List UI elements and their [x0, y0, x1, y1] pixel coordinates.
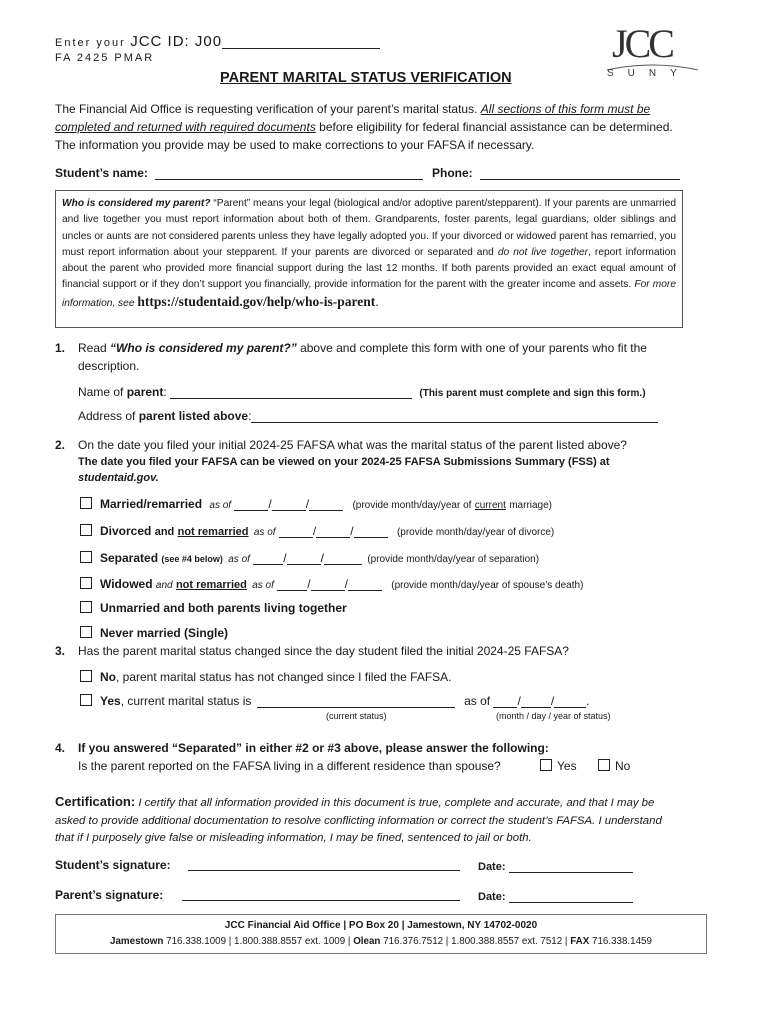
student-date-input[interactable] — [509, 860, 633, 873]
divorced-year[interactable] — [354, 525, 388, 538]
q3-no-checkbox[interactable] — [80, 670, 92, 682]
footer-box — [55, 914, 707, 954]
option-divorced: Divorced and not remarried as of / / (provide month/day/year of divorce) — [80, 524, 554, 538]
q4-no-checkbox[interactable] — [598, 759, 610, 771]
who-more-info: For more information, see — [62, 279, 676, 309]
certification-paragraph — [55, 793, 683, 848]
intro-paragraph — [55, 100, 680, 154]
widowed-month[interactable] — [277, 578, 307, 591]
status-date-caption: (month / day / year of status) — [496, 711, 611, 721]
separated-checkbox[interactable] — [80, 551, 92, 563]
parent-address-row: Address of parent listed above: — [78, 409, 658, 423]
sign-note: (This parent must complete and sign this form.) — [419, 388, 646, 399]
q3-yes-checkbox[interactable] — [80, 694, 92, 706]
certification-text: I certify that all information provided in this document is true, complete and accurate, and that I may be asked to provide additional documentation to resolve conflicting information or correct the student’s FAFSA. I understand that if I purposely give false or misleading information, I may be fined, sentenced to jail or both. — [55, 797, 662, 844]
q4-text: Is the parent reported on the FAFSA living in a different residence than spouse? — [78, 759, 501, 773]
q3-number: 3. — [55, 644, 66, 658]
q3-yes-option: Yes, current marital status is as of / / . — [80, 694, 590, 708]
footer-address: JCC Financial Aid Office | PO Box 20 | Jamestown, NY 14702-0020 — [224, 920, 538, 931]
jcc-suny-logo — [605, 20, 700, 82]
q4-yes-checkbox[interactable] — [540, 759, 552, 771]
separated-label: Separated — [100, 551, 159, 565]
parent-name-input[interactable] — [170, 386, 412, 399]
student-signature-input[interactable] — [188, 858, 460, 871]
q1-read: Read — [78, 341, 107, 355]
q1-number: 1. — [55, 341, 66, 355]
intro-part1: The Financial Aid Office is requesting verification of your parent’s marital status. — [55, 102, 478, 116]
page-title: PARENT MARITAL STATUS VERIFICATION — [220, 70, 512, 86]
who-text1: “Parent” means your legal (biological and/or adoptive parent/stepparent). If your parents are unmarried and live together you must report information about both of them. Grandparents, foster parents, legal guardians, older siblings and uncles or aunts are not considered parents unless they have legally adopted you. If your divorced or widowed parent has remarried, you must report information about your stepparent. If your parents are divorced or separated and — [62, 198, 676, 258]
student-name-input[interactable] — [155, 167, 423, 180]
widowed-checkbox[interactable] — [80, 577, 92, 589]
unmarried-checkbox[interactable] — [80, 601, 92, 613]
q2-bold-note2: studentaid.gov. — [78, 472, 159, 484]
q1-rest2: description. — [78, 359, 140, 373]
option-separated: Separated (see #4 below) as of / / (provide month/day/year of separation) — [80, 551, 539, 565]
never-married-checkbox[interactable] — [80, 626, 92, 638]
parent-address-input[interactable] — [251, 410, 658, 423]
married-month[interactable] — [234, 498, 268, 511]
married-label: Married/remarried — [100, 497, 203, 511]
never-married-label: Never married (Single) — [100, 626, 229, 640]
phone-row — [432, 166, 680, 180]
q3-no-option: No, parent marital status has not changed since I filed the FAFSA. — [80, 670, 452, 684]
widowed-label: Widowed — [100, 577, 153, 591]
married-checkbox[interactable] — [80, 497, 92, 509]
certification-label: Certification: — [55, 794, 136, 809]
phone-input[interactable] — [480, 167, 680, 180]
option-never-married — [80, 626, 228, 640]
current-status-input[interactable] — [257, 695, 455, 708]
divorced-month[interactable] — [279, 525, 313, 538]
status-day[interactable] — [521, 695, 551, 708]
logo-sub-text: SUNY — [607, 68, 691, 79]
q2-bold-note: The date you filed your FAFSA can be viewed on your 2024-25 FAFSA Submissions Summary (FSS) at — [78, 456, 610, 468]
q3-text: Has the parent marital status changed since the day student filed the initial 2024-25 FAFSA? — [78, 644, 569, 658]
divorced-label: Divorced — [100, 524, 152, 538]
who-question: Who is considered my parent? — [62, 198, 211, 209]
student-name-label: Student’s name: — [55, 166, 148, 180]
logo-main-text: JCC — [612, 21, 672, 66]
divorced-checkbox[interactable] — [80, 524, 92, 536]
separated-year[interactable] — [324, 552, 362, 565]
parent-listed-label: parent listed above — [138, 409, 249, 423]
studentaid-link[interactable]: https://studentaid.gov/help/who-is-parent — [137, 293, 376, 309]
status-year[interactable] — [554, 695, 586, 708]
q4-no-option: No — [598, 759, 630, 773]
q4-yes-option: Yes — [540, 759, 577, 773]
q4-bold: If you answered “Separated” in either #2 or #3 above, please answer the following: — [78, 741, 549, 755]
q1-text — [78, 341, 647, 355]
separated-month[interactable] — [253, 552, 283, 565]
who-is-parent-box — [55, 190, 683, 328]
who-text-emphasis: do not live together — [497, 246, 589, 258]
option-widowed: Widowed and not remarried as of / / (provide month/day/year of spouse’s death) — [80, 577, 583, 591]
student-date-row: Date: — [478, 860, 633, 873]
status-month[interactable] — [493, 695, 517, 708]
parent-word: parent — [126, 385, 164, 399]
parent-date-row: Date: — [478, 890, 633, 903]
married-year[interactable] — [309, 498, 343, 511]
parent-name-row: Name of parent: (This parent must complete and sign this form.) — [78, 385, 646, 399]
phone-label: Phone: — [432, 166, 473, 180]
q1-rest: above and complete this form with one of your parents who fit the — [300, 341, 647, 355]
intro-emphasis: All sections of this form must be completed and returned with required documents — [55, 102, 651, 134]
who-text2: , report information about the parent who provided more financial support during the last 12 months. If both parents provided an exact equal amount of financial support or if they don’t support you financially, provide information for the parent with the greater income and assets. — [62, 246, 676, 291]
parent-signature-input[interactable] — [182, 888, 460, 901]
intro-part3: before eligibility for federal financial assistance can be determined. The information you provide may be used to make corrections to your FAFSA if necessary. — [55, 120, 673, 152]
q1-emph: “Who is considered my parent?” — [110, 341, 297, 355]
who-is-parent-text: Who is considered my parent? “Parent” means your legal (biological and/or adoptive parent/stepparent). If your parents are unmarried and live together you must report information about both of them. Grandparents, foster parents, legal guardians, older siblings and uncles or aunts are not considered parents unless they have legally adopted you. If your divorced or widowed parent has remarried, you must report information about your stepparent. If your parents are divorced or separated and do not live together, report information about the parent who provided more financial support during the last 12 months. If both parents provided an exact equal amount of financial support or if they don’t support you financially, provide information for the parent with the greater income and assets. For more information, see https://studentaid.gov/help/who-is-parent. — [62, 198, 676, 309]
q2-text: On the date you filed your initial 2024-25 FAFSA what was the marital status of the parent listed above? — [78, 438, 627, 452]
form-code: FA 2425 PMAR — [55, 52, 155, 64]
student-signature-label: Student’s signature: — [55, 858, 171, 872]
divorced-day[interactable] — [316, 525, 350, 538]
name-of-label: Name of — [78, 385, 124, 399]
married-day[interactable] — [272, 498, 306, 511]
student-name-row — [55, 166, 423, 180]
widowed-year[interactable] — [348, 578, 382, 591]
enter-id-label: Enter your — [55, 37, 126, 49]
widowed-day[interactable] — [311, 578, 345, 591]
footer-phones: Jamestown 716.338.1009 | 1.800.388.8557 ext. 1009 | Olean 716.376.7512 | 1.800.388.8557 ext. 7512 | FAX 716.338.1459 — [110, 936, 652, 947]
separated-day[interactable] — [287, 552, 321, 565]
parent-date-input[interactable] — [509, 890, 633, 903]
jcc-id-label: JCC ID: J00 — [130, 33, 223, 50]
jcc-id-input[interactable] — [222, 36, 380, 49]
address-of-label: Address of — [78, 409, 136, 423]
q4-number: 4. — [55, 741, 66, 755]
option-unmarried — [80, 601, 347, 615]
current-status-caption: (current status) — [326, 711, 387, 721]
unmarried-label: Unmarried and both parents living together — [100, 601, 347, 615]
option-married: Married/remarried as of / / (provide month/day/year of current marriage) — [80, 497, 552, 511]
q2-number: 2. — [55, 438, 66, 452]
parent-signature-label: Parent’s signature: — [55, 888, 164, 902]
jcc-id-field — [55, 33, 380, 51]
